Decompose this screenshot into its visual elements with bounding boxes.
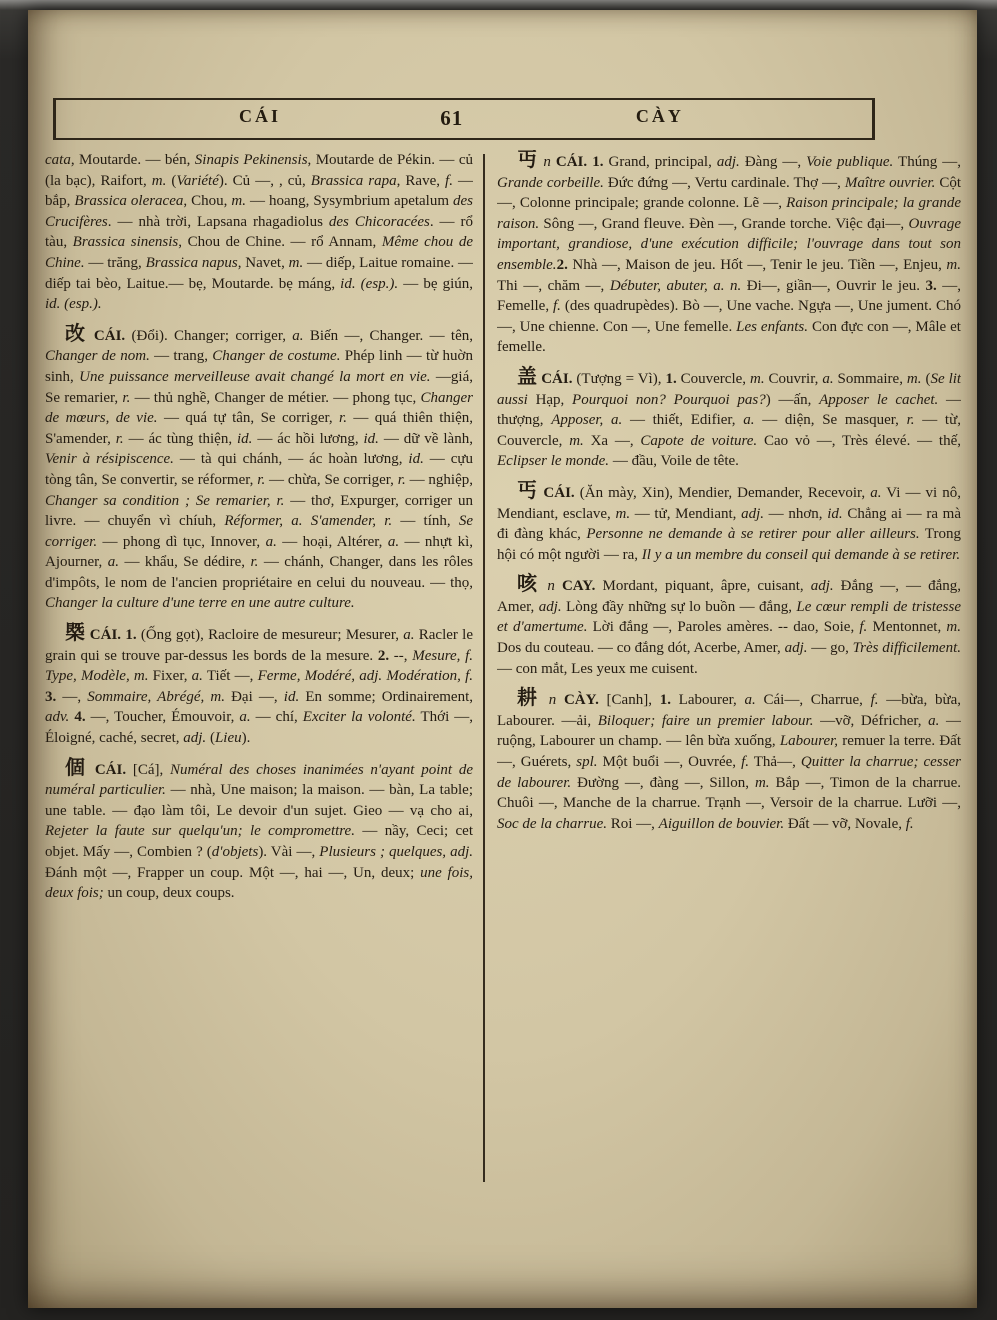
text-run: — trăng, <box>84 254 146 271</box>
text-run: Se corriger. <box>45 513 473 550</box>
text-run: Aiguillon de bouvier. <box>658 815 785 832</box>
text-run: Phép linh — từ huờn sinh, <box>45 348 473 385</box>
cjk-glyph: 槩 <box>65 622 86 645</box>
text-run: m. <box>946 256 961 273</box>
text-run: Brassica sinensis <box>72 234 179 251</box>
dictionary-entry <box>45 623 473 749</box>
text-run: Il y a un membre du conseil qui demande à se retirer. <box>641 546 961 563</box>
text-run: r. <box>397 471 406 488</box>
text-run: Labourer, <box>670 692 745 709</box>
text-run: Quitter la charrue; cesser de labourer. <box>497 754 961 791</box>
text-run: —, Toucher, Émouvoir, <box>85 709 240 726</box>
text-run: Đức đứng —, Vertu cardinale. Thợ —, <box>603 174 845 191</box>
text-run: m. <box>946 619 961 636</box>
text-run: Voie publique. <box>806 154 894 170</box>
text-run: ) —ấn, <box>765 391 820 408</box>
text-run: m. <box>151 172 167 189</box>
text-run: a. <box>107 554 120 571</box>
text-run: —, <box>56 688 88 705</box>
text-run: Couvrir, <box>764 370 823 387</box>
text-run: ). <box>241 730 251 747</box>
text-run: r. <box>257 471 266 488</box>
text-run: 1. <box>665 370 677 387</box>
text-run: m. <box>615 505 631 522</box>
text-run: Les enfants. <box>736 318 809 335</box>
text-run: CÀY. <box>563 692 599 709</box>
text-run: Numéral des choses inanimées n'ayant point de numéral particulier. <box>45 761 473 799</box>
text-run: —giá, Se remarier, <box>45 368 473 406</box>
column-left <box>45 150 473 1222</box>
cjk-glyph: 丏 <box>517 150 539 171</box>
dictionary-entry <box>45 758 473 904</box>
text-run: Mentonnet, <box>867 619 947 636</box>
text-run: Sông —, Grand fleuve. Đèn —, Grande torche. Việc đại—, <box>539 215 909 232</box>
text-run: Trong hội có một người — ra, <box>497 526 961 563</box>
text-run: — diếp, Laitue romaine. —diếp tai bèo, Laitue.— bẹ, Moutarde. bẹ máng, <box>45 254 473 292</box>
text-run: — thượng, <box>497 391 961 429</box>
cjk-glyph: 改 <box>65 322 88 345</box>
text-run: id. <box>408 451 424 468</box>
text-run: — khẩu, Se dédire, <box>119 554 251 571</box>
text-run: (Ống gọt), Racloire de mesureur; Mesurer, <box>136 627 404 644</box>
text-run: f. <box>905 815 914 832</box>
text-run: ( <box>206 730 215 747</box>
text-run: id. (esp.). <box>340 275 399 292</box>
text-run: Cột —, Colonne principale; grande colonne. Lẽ —, <box>497 174 961 212</box>
text-run: —vỡ, Défricher, <box>813 712 929 729</box>
text-run: Venir à résipiscence. <box>45 451 174 468</box>
text-run: n <box>547 578 555 595</box>
text-run: id. <box>237 430 253 447</box>
text-run: Chẳng ai — ra mà đi đàng khác, <box>497 505 961 543</box>
text-run: ( <box>921 370 931 387</box>
text-run: --, <box>389 647 413 664</box>
text-run: ( <box>166 172 177 189</box>
text-run: Xa —, <box>583 432 641 449</box>
text-run: CÁI. <box>94 761 127 778</box>
text-run: f. <box>870 692 879 709</box>
text-run: — go, <box>807 640 853 657</box>
cjk-glyph: 盖 <box>517 365 538 388</box>
text-run: Couvercle, <box>676 370 750 387</box>
text-run: — tà qui chánh, — ác hoàn lương, <box>173 451 409 468</box>
text-run: 1. <box>125 627 137 644</box>
text-run: — chừa, Se corriger, <box>265 471 398 488</box>
text-run: a. <box>265 533 277 550</box>
text-run: Roi —, <box>606 815 659 832</box>
text-run: 1. <box>659 692 671 709</box>
text-run: Biloquer; faire un premier labour. <box>597 712 814 729</box>
text-run: — dữ về lành, <box>378 430 473 447</box>
text-run: — cựu tòng tân, Se convertir, se réformer, <box>45 451 473 488</box>
text-run: m. <box>750 370 765 387</box>
text-run: Très difficilement. <box>852 640 961 657</box>
text-run: Labourer, <box>779 733 839 750</box>
page-number: 61 <box>440 106 464 130</box>
text-run <box>541 692 549 708</box>
text-run: m. <box>754 774 770 791</box>
text-run: Con đực con —, Mâle et femelle. <box>497 318 961 356</box>
text-run: Variété <box>176 172 219 189</box>
text-run: r. <box>122 389 131 406</box>
text-run: Rejeter la faute sur quelqu'un; le compromettre. <box>45 823 355 840</box>
text-run: Ferme, Modéré, adj. Modération, f. <box>257 668 473 685</box>
text-run: Pourquoi non? Pourquoi pas? <box>572 391 766 408</box>
text-run: — nhựt kì, Ajourner, <box>45 533 473 571</box>
text-run: Maître ouvrier. <box>844 174 936 191</box>
text-run: cata <box>45 152 71 168</box>
text-run: adj. <box>810 578 834 595</box>
text-run: id. <box>283 688 300 705</box>
text-run: ). Vài —, <box>258 844 320 860</box>
text-run: r. <box>339 410 347 427</box>
dictionary-entry <box>497 367 961 472</box>
text-run: Personne ne demande à se retirer pour aller ailleurs. <box>586 526 920 543</box>
text-run: m. <box>906 370 922 387</box>
text-run: Mordant, piquant, âpre, cuisant, <box>595 578 811 595</box>
text-run: , Navet, <box>237 254 289 271</box>
dictionary-entry <box>45 324 473 614</box>
text-run: Dos du couteau. — co đắng dót, Acerbe, Amer, <box>497 640 785 657</box>
text-run: — chí, <box>250 709 303 726</box>
text-run: Fixer, <box>148 668 192 685</box>
text-run: a. <box>928 712 940 729</box>
text-run: Đại —, <box>224 688 284 705</box>
text-run: a. <box>822 370 834 387</box>
text-run: CÁI. <box>555 154 588 170</box>
page-header <box>53 98 875 140</box>
text-run: — nầy, Ceci; cet objet. Mấy —, Combien ? ( <box>45 823 473 860</box>
text-run: Débuter, abuter, a. n. <box>609 277 742 294</box>
text-run: Một buổi —, Ouvrée, <box>597 754 742 771</box>
text-run: — ác hồi lương, <box>252 430 364 447</box>
text-run: adj. <box>183 730 207 747</box>
text-run: CÁI. <box>93 327 126 344</box>
text-run: 1. <box>592 154 604 170</box>
text-run: 2. <box>556 256 568 273</box>
text-run: Bắp —, Timon de la charrue. Chuôi —, Manche de la charrue. Trạnh —, Versoir de la charrue. Lưỡi —, <box>497 774 961 812</box>
text-run: a. <box>743 412 755 429</box>
dictionary-entry <box>45 150 473 315</box>
text-run <box>556 692 564 708</box>
text-run: Đàng —, <box>739 154 807 170</box>
text-run: Grande corbeille. <box>497 174 604 191</box>
dictionary-entry <box>497 574 961 679</box>
text-run: f. <box>445 172 453 189</box>
text-run: r. <box>250 554 259 571</box>
text-run: — đầu, Voile de tête. <box>609 453 739 470</box>
text-run: Ouvrage important, grandiose, d'une exécution difficile; l'ouvrage dans tout son ensemble. <box>497 215 961 273</box>
text-run: CÁI. <box>89 627 122 644</box>
text-run: 4. <box>74 709 86 726</box>
text-run: — quá tự tân, Se corriger, <box>157 410 340 427</box>
text-run: adj. <box>741 505 764 522</box>
text-run: . — rổ tàu, <box>45 213 473 251</box>
text-run: Thúng —, <box>893 154 961 170</box>
text-run: Sinapis Pekinensis <box>194 152 308 168</box>
text-run: Raison principale; la grande raison. <box>497 195 961 232</box>
text-run: Sommaire, <box>833 370 907 387</box>
text-run: des Crucifères <box>45 193 473 230</box>
text-run: . — nhà trời, Lapsana rhagadiolus <box>107 213 329 230</box>
header-word-right: CÀY <box>635 106 684 126</box>
text-run: Réformer, a. S'amender, r. <box>224 513 393 530</box>
text-run: adv. <box>45 709 70 726</box>
text-run: a. <box>239 709 251 726</box>
text-columns <box>45 150 961 1222</box>
text-run: Changer la culture d'une terre en une autre culture. <box>45 595 355 612</box>
cjk-glyph: 丐 <box>517 479 539 502</box>
text-run: id. <box>363 430 379 447</box>
text-run: Vi — vi nô, Mendiant, esclave, <box>497 484 961 522</box>
text-run: Đắng —, — đắng, Amer, <box>497 578 961 615</box>
text-run: Thả—, <box>748 754 801 771</box>
text-run: — tính, <box>392 513 459 530</box>
text-run: m. <box>288 254 304 271</box>
text-run: adj. <box>716 154 740 170</box>
dictionary-entry <box>497 481 961 565</box>
text-run: Tiết —, <box>202 668 258 685</box>
text-run: Lòng đầy những sự lo buồn — đắng, <box>561 598 797 615</box>
text-run: (Ăn mày, Xin), Mendier, Demander, Recevoir, <box>574 484 871 501</box>
text-run: — thiết, Edifier, <box>622 412 744 429</box>
text-run: Mesure, f. Type, Modèle, m. <box>45 647 473 685</box>
text-run: — ác tùng thiện, <box>123 430 238 447</box>
text-run: ). Củ —, , củ, <box>218 172 311 189</box>
text-run: Đường —, đàng —, Sillon, <box>571 774 755 791</box>
text-run: — quá thiên thiện, S'amender, <box>45 410 473 447</box>
text-run: f. <box>859 619 868 636</box>
text-run: d'objets <box>211 844 259 860</box>
text-run: Apposer le cachet. <box>819 391 939 408</box>
text-run: spl. <box>576 754 598 771</box>
text-run: — hoại, Altérer, <box>276 533 388 550</box>
text-run: 3. <box>45 688 57 705</box>
text-run: Même chou de Chine. <box>45 234 473 271</box>
text-run: m. <box>569 432 584 449</box>
text-run: Soc de la charrue. <box>497 815 607 832</box>
text-run: r. <box>115 430 124 447</box>
text-run: Changer de mœurs, de vie. <box>45 389 473 427</box>
text-run: — từ, Couvercle, <box>497 412 961 449</box>
text-run: Exciter la volonté. <box>302 709 416 726</box>
book-page <box>28 10 977 1308</box>
text-run: — bẹ giún, <box>398 275 473 292</box>
text-run: — nghiệp, <box>405 471 473 488</box>
text-run: —ruộng, Labourer un champ. — lên bừa xuống, <box>497 712 961 750</box>
cjk-glyph: 咳 <box>517 573 541 596</box>
text-run: Nhà —, Maison de jeu. Hốt —, Tenir le jeu. Tiền —, Enjeu, <box>567 256 947 273</box>
text-run: Lieu <box>214 730 242 747</box>
text-run: Plusieurs ; quelques, adj. <box>319 844 473 860</box>
text-run: id. (esp.). <box>45 296 102 313</box>
text-run: Thới —, Éloigné, caché, secret, <box>45 709 473 747</box>
text-run: Lời đắng —, Paroles amères. -- dao, Soie, <box>587 619 860 636</box>
text-run: a. <box>744 692 756 709</box>
text-run: Brassica oleracea <box>74 193 184 210</box>
dictionary-entry <box>497 688 961 834</box>
header-word-left: CÁI <box>238 106 282 126</box>
text-run: , Chou, <box>183 193 232 210</box>
text-run: Changer sa condition ; Se remarier, r. <box>45 492 285 509</box>
text-run: (Đổi). Changer; corriger, <box>125 327 293 344</box>
text-run: Changer de nom. <box>45 348 150 365</box>
text-run: — nhơn, <box>764 505 828 522</box>
text-run: a. <box>403 627 415 644</box>
text-run <box>555 578 562 594</box>
text-run: Se lit aussi <box>497 370 961 408</box>
text-run <box>88 762 95 778</box>
dictionary-entry <box>497 150 961 358</box>
text-run: — thủ nghề, Changer de métier. — phong tục, <box>130 389 421 406</box>
text-run: — trang, <box>149 348 213 365</box>
text-run: Sommaire, Abrégé, m. <box>87 688 225 705</box>
text-run: —bừa, bừa, Labourer. —ải, <box>497 692 961 729</box>
text-run: des Chicoracées <box>328 213 430 230</box>
text-run: Grand, principal, <box>603 154 717 170</box>
text-run: Cái—, Charrue, <box>755 692 871 709</box>
text-run: , Chou de Chine. — rổ Annam, <box>178 234 382 251</box>
text-run: Đất — vỡ, Novale, <box>784 815 906 832</box>
text-run: Changer de costume. <box>212 348 341 365</box>
text-run: remuer la terre. Đất —, Guérets, <box>497 733 961 771</box>
cjk-glyph: 耕 <box>517 687 541 710</box>
column-right <box>497 150 961 1222</box>
text-run: a. <box>191 668 203 685</box>
text-run: — con mắt, Les yeux me cuisent. <box>497 660 698 677</box>
text-run: Cao vỏ —, Très élevé. — thế, <box>757 432 961 449</box>
text-run: — thơ, Expurger, corriger un livre. — chuyển vì chíuh, <box>45 492 473 530</box>
text-run: Capote de voiture. <box>640 432 758 449</box>
text-run: — diện, Se masquer, <box>754 412 907 429</box>
text-run: , Moutarde de Pékin. — củ (la bạc), Raifort, <box>45 152 473 189</box>
text-run: [Cá], <box>126 761 171 778</box>
text-run: —, Femelle, <box>497 277 961 315</box>
text-run: f. <box>553 298 561 315</box>
text-run: — tử, Mendiant, <box>630 505 742 522</box>
text-run: f. <box>741 754 749 771</box>
text-run: , Rave, <box>396 172 446 189</box>
text-run: a. <box>292 327 304 344</box>
text-run: — bắp, <box>45 172 473 210</box>
text-run: — nhà, Une maison; la maison. — bàn, La table; une table. — đạo làm tôi, Le devoir d'un sujet. Gieo — vạ cho ai, <box>45 782 473 819</box>
text-run: r. <box>906 412 915 429</box>
text-run: 2. <box>377 647 390 664</box>
cjk-glyph: 個 <box>65 756 89 779</box>
text-run: a. <box>387 533 400 550</box>
text-run: (des quadrupèdes). Bò —, Une vache. Ngựa —, Une jument. Chó —, Une chienne. Con —, Une femelle. <box>497 298 961 335</box>
text-run: Apposer, a. <box>551 412 623 429</box>
text-run: (Tượng = Vì), <box>572 370 666 387</box>
text-run: adj. <box>538 598 562 615</box>
text-run: — phong dì tục, Innover, <box>97 533 266 550</box>
text-run: id. <box>827 505 843 522</box>
text-run: — hoang, Sysymbrium apetalum <box>245 193 454 210</box>
text-run: Đi—, giần—, Ouvrir le jeu. <box>741 277 926 294</box>
text-run: Une puissance merveilleuse avait changé la mort en vie. <box>79 368 431 385</box>
text-run: En somme; Ordinairement, <box>299 688 473 705</box>
text-run: Hạp, <box>527 391 573 408</box>
text-run: Racler le grain qui se trouve par-dessus les bords de la mesure. <box>45 627 473 664</box>
text-run: Eclipser le monde. <box>497 453 610 470</box>
text-run: n <box>548 692 557 709</box>
text-run: [Canh], <box>598 692 660 709</box>
text-run: , Moutarde. — bén, <box>70 152 195 168</box>
text-run: un coup, deux coups. <box>103 885 235 902</box>
text-run: Thi —, chăm —, <box>497 277 610 294</box>
text-run: n <box>543 154 551 170</box>
text-run: Le cœur rempli de tristesse et d'amertume. <box>497 598 961 636</box>
text-run: Brassica rapa <box>310 172 397 189</box>
text-run: adj. <box>784 640 808 657</box>
text-run: une fois, deux fois; <box>45 864 473 902</box>
text-run: Brassica napus <box>145 254 238 271</box>
text-run: — chánh, Changer, dans les rôles d'impôts, le nom de l'ancien propriétaire en celui du nouveau. — thọ, <box>45 554 473 591</box>
text-run: Biến —, Changer. — tên, <box>303 327 473 344</box>
text-run: CÁI. <box>541 370 573 387</box>
column-divider <box>483 154 485 1182</box>
text-run: 3. <box>925 277 937 294</box>
text-run: a. <box>870 484 882 501</box>
text-run: m. <box>231 193 246 210</box>
text-run: CÁI. <box>543 484 575 501</box>
text-run: CAY. <box>561 578 596 595</box>
text-run: Đánh một —, Frapper un coup. Một —, hai —, Un, deux; <box>45 864 421 881</box>
